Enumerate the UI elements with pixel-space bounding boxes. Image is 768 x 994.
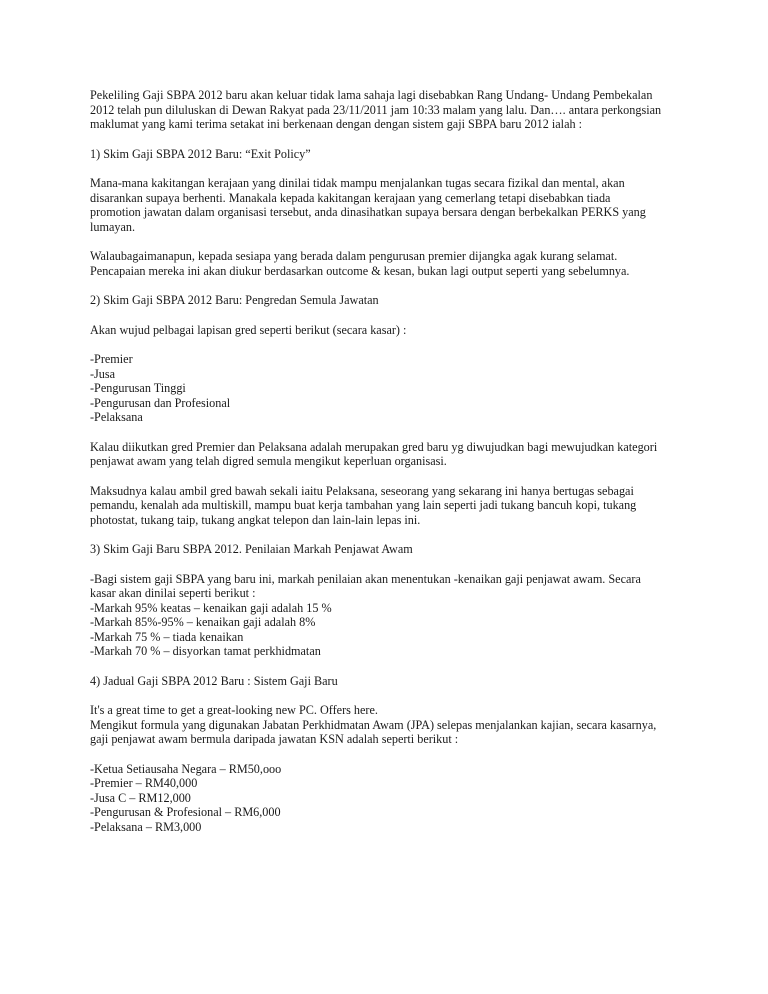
list-item: -Markah 75 % – tiada kenaikan — [90, 629, 244, 644]
text-line: Mana-mana kakitangan kerajaan yang dinilai tidak mampu menjalankan tugas secara fizikal dan mental, akan — [90, 176, 625, 190]
text-line: penjawat awam yang telah digred semula mengikut keperluan organisasi. — [90, 454, 447, 468]
text-line: maklumat yang kami terima setakat ini berkenaan dengan dengan sistem gaji SBPA baru 2012 ialah : — [90, 117, 583, 131]
paragraph — [90, 572, 685, 659]
list-item: -Pelaksana — [90, 410, 143, 424]
section-heading: 3) Skim Gaji Baru SBPA 2012. Penilaian Markah Penjawat Awam — [90, 542, 413, 556]
text-line: disarankan supaya berhenti. Manakala kepada kakitangan kerajaan yang cemerlang tetapi disebabkan tiada — [90, 190, 611, 205]
text-line: -Bagi sistem gaji SBPA yang baru ini, markah penilaian akan menentukan -kenaikan gaji penjawat awam. Secara — [90, 571, 641, 586]
list-item: -Pengurusan & Profesional – RM6,000 — [90, 805, 281, 819]
list-item: -Pengurusan dan Profesional — [90, 395, 231, 410]
text-line: kasar akan dinilai seperti berikut : — [90, 586, 256, 600]
paragraph — [90, 440, 685, 469]
text-line: Akan wujud pelbagai lapisan gred seperti berikut (secara kasar) : — [90, 322, 407, 337]
grade-list — [90, 352, 685, 425]
text-line: 2012 telah pun diluluskan di Dewan Rakyat pada 23/11/2011 jam 10:33 malam yang lalu. Dan…. antara perkongsian — [90, 102, 662, 117]
section-heading: 1) Skim Gaji SBPA 2012 Baru: “Exit Policy” — [90, 146, 311, 161]
list-item: -Jusa C – RM12,000 — [90, 790, 191, 805]
list-item: -Markah 70 % – disyorkan tamat perkhidmatan — [90, 644, 321, 658]
text-line: lumayan. — [90, 219, 136, 234]
list-item: -Ketua Setiausaha Negara – RM50,ooo — [90, 761, 282, 776]
text-line: Maksudnya kalau ambil gred bawah sekali iaitu Pelaksana, seseorang yang sekarang ini hanya bertugas sebagai — [90, 483, 634, 498]
salary-list — [90, 762, 685, 835]
list-item: -Markah 95% keatas – kenaikan gaji adalah 15 % — [90, 600, 332, 615]
intro-paragraph — [90, 88, 685, 132]
paragraph — [90, 703, 685, 747]
document-body — [90, 88, 685, 834]
list-item: -Jusa — [90, 366, 116, 381]
paragraph — [90, 176, 685, 234]
list-item: -Premier – RM40,000 — [90, 776, 198, 790]
text-line: Walaubagaimanapun, kepada sesiapa yang berada dalam pengurusan premier dijangka agak kurang selamat. — [90, 249, 618, 263]
list-item: -Premier — [90, 352, 133, 366]
paragraph — [90, 249, 685, 278]
text-line: pemandu, kenalah ada multiskill, mampu buat kerja tambahan yang lain seperti jadi tukang bancuh kopi, tukang — [90, 498, 637, 512]
list-item: -Markah 85%-95% – kenaikan gaji adalah 8% — [90, 615, 316, 629]
text-line: Mengikut formula yang digunakan Jabatan Perkhidmatan Awam (JPA) selepas menjalankan kajian, secara kasarnya, — [90, 717, 657, 732]
text-line: It's a great time to get a great-looking new PC. Offers here. — [90, 703, 378, 717]
section-heading: 2) Skim Gaji SBPA 2012 Baru: Pengredan Semula Jawatan — [90, 293, 379, 307]
text-line: photostat, tukang taip, tukang angkat telepon dan lain-lain lepas ini. — [90, 512, 421, 527]
text-line: Pencapaian mereka ini akan diukur berdasarkan outcome & kesan, bukan lagi output seperti yang sebelumnya. — [90, 263, 630, 278]
paragraph — [90, 484, 685, 528]
text-line: Kalau diikutkan gred Premier dan Pelaksana adalah merupakan gred baru yg diwujudkan bagi mewujudkan kategori — [90, 439, 658, 454]
text-line: gaji penjawat awam bermula daripada jawatan KSN adalah seperti berikut : — [90, 732, 459, 746]
section-heading: 4) Jadual Gaji SBPA 2012 Baru : Sistem Gaji Baru — [90, 673, 338, 688]
list-item: -Pengurusan Tinggi — [90, 381, 186, 395]
text-line: Pekeliling Gaji SBPA 2012 baru akan keluar tidak lama sahaja lagi disebabkan Rang Undang- Undang Pembekalan — [90, 88, 653, 102]
list-item: -Pelaksana – RM3,000 — [90, 819, 202, 834]
text-line: promotion jawatan dalam organisasi tersebut, anda dinasihatkan supaya bersara dengan berbekalkan PERKS yang — [90, 205, 646, 219]
